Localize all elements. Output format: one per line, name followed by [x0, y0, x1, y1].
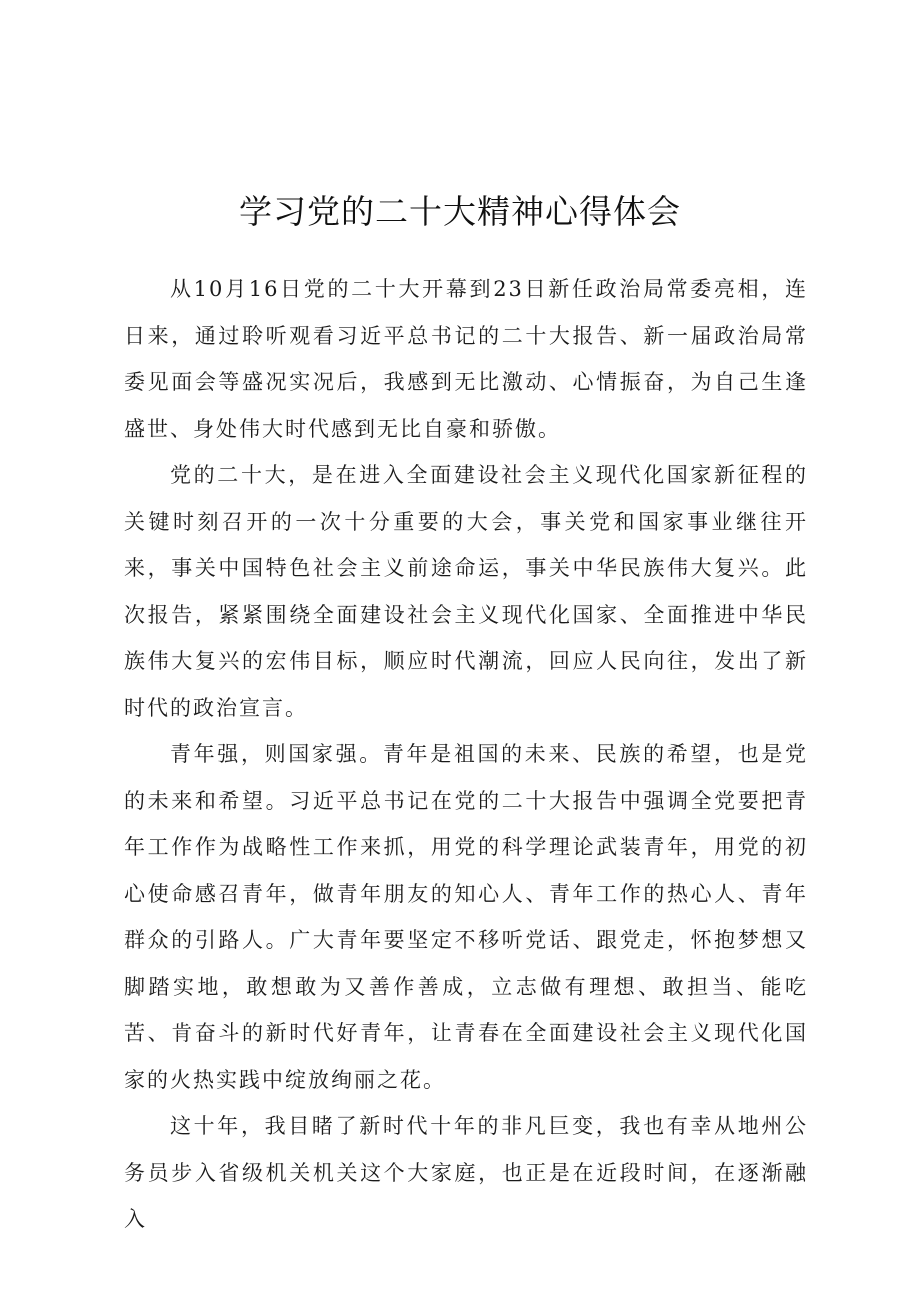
- document-title: 学习党的二十大精神心得体会: [239, 192, 681, 231]
- document-body: [124, 266, 808, 1243]
- paragraph-1: 从10月16日党的二十大开幕到23日新任政治局常委亮相，连日来，通过聆听观看习近平总书记的二十大报告、新一届政治局常委见面会等盛况实况后，我感到无比激动、心情振奋，为自己生逢盛世、身处伟大时代感到无比自豪和骄傲。: [124, 277, 808, 441]
- paragraph-2: 党的二十大，是在进入全面建设社会主义现代化国家新征程的关键时刻召开的一次十分重要的大会，事关党和国家事业继往开来，事关中国特色社会主义前途命运，事关中华民族伟大复兴。此次报告，紧紧围绕全面建设社会主义现代化国家、全面推进中华民族伟大复兴的宏伟目标，顺应时代潮流，回应人民向往，发出了新时代的政治宣言。: [124, 463, 808, 720]
- paragraph-3: 青年强，则国家强。青年是祖国的未来、民族的希望，也是党的未来和希望。习近平总书记在党的二十大报告中强调全党要把青年工作作为战略性工作来抓，用党的科学理论武装青年，用党的初心使命感召青年，做青年朋友的知心人、青年工作的热心人、青年群众的引路人。广大青年要坚定不移听党话、跟党走，怀抱梦想又脚踏实地，敢想敢为又善作善成，立志做有理想、敢担当、能吃苦、肯奋斗的新时代好青年，让青春在全面建设社会主义现代化国家的火热实践中绽放绚丽之花。: [124, 742, 808, 1092]
- paragraph-4: 这十年，我目睹了新时代十年的非凡巨变，我也有幸从地州公务员步入省级机关机关这个大家庭，也正是在近段时间，在逐渐融入: [124, 1114, 808, 1231]
